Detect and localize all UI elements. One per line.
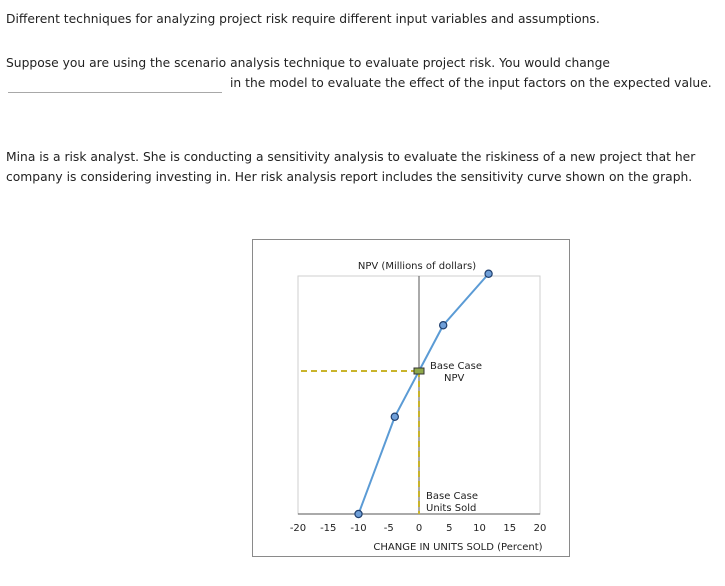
base-units-label-line2: Units Sold (426, 503, 477, 514)
intro-text: Different techniques for analyzing project risk require different input variables and assumptions. (6, 12, 600, 26)
mina-text-line2: company is considering investing in. Her risk analysis report includes the sensitivity curve shown on the graph. (6, 170, 693, 184)
base-npv-label-line1: Base Case (430, 361, 483, 372)
base-case-marker (414, 368, 424, 374)
scenario-text-part1: Suppose you are using the scenario analysis technique to evaluate project risk. You would change (6, 56, 610, 70)
x-tick-label: 0 (415, 523, 423, 534)
scenario-text-part2: in the model to evaluate the effect of the input factors on the expected value. (230, 76, 712, 90)
x-tick-label: 5 (446, 523, 453, 534)
series-layer (355, 270, 492, 517)
data-point (485, 270, 492, 277)
chart-svg (253, 240, 571, 558)
x-tick-label: 10 (473, 523, 486, 534)
base-npv-label-line2: NPV (444, 373, 465, 384)
x-axis-label: CHANGE IN UNITS SOLD (Percent) (373, 542, 543, 553)
x-tick-label: -20 (289, 523, 307, 534)
x-tick-label: -10 (350, 523, 367, 534)
data-point (355, 510, 362, 517)
data-point (440, 322, 447, 329)
y-axis-label: NPV (Millions of dollars) (357, 261, 477, 272)
base-units-label-line1: Base Case (426, 491, 479, 502)
mina-text-line1: Mina is a risk analyst. She is conducting a sensitivity analysis to evaluate the riskiness of a new project that her (6, 150, 696, 164)
x-tick-labels (290, 523, 547, 534)
base-case-lines (301, 371, 419, 514)
scenario-answer-blank[interactable] (8, 92, 222, 93)
data-point (391, 413, 398, 420)
sensitivity-chart (252, 239, 570, 557)
x-tick-label: -15 (320, 523, 337, 534)
x-tick-label: 20 (533, 523, 547, 534)
x-tick-label: 15 (503, 523, 517, 534)
x-tick-label: -5 (383, 523, 394, 534)
sensitivity-curve-line (359, 274, 489, 514)
